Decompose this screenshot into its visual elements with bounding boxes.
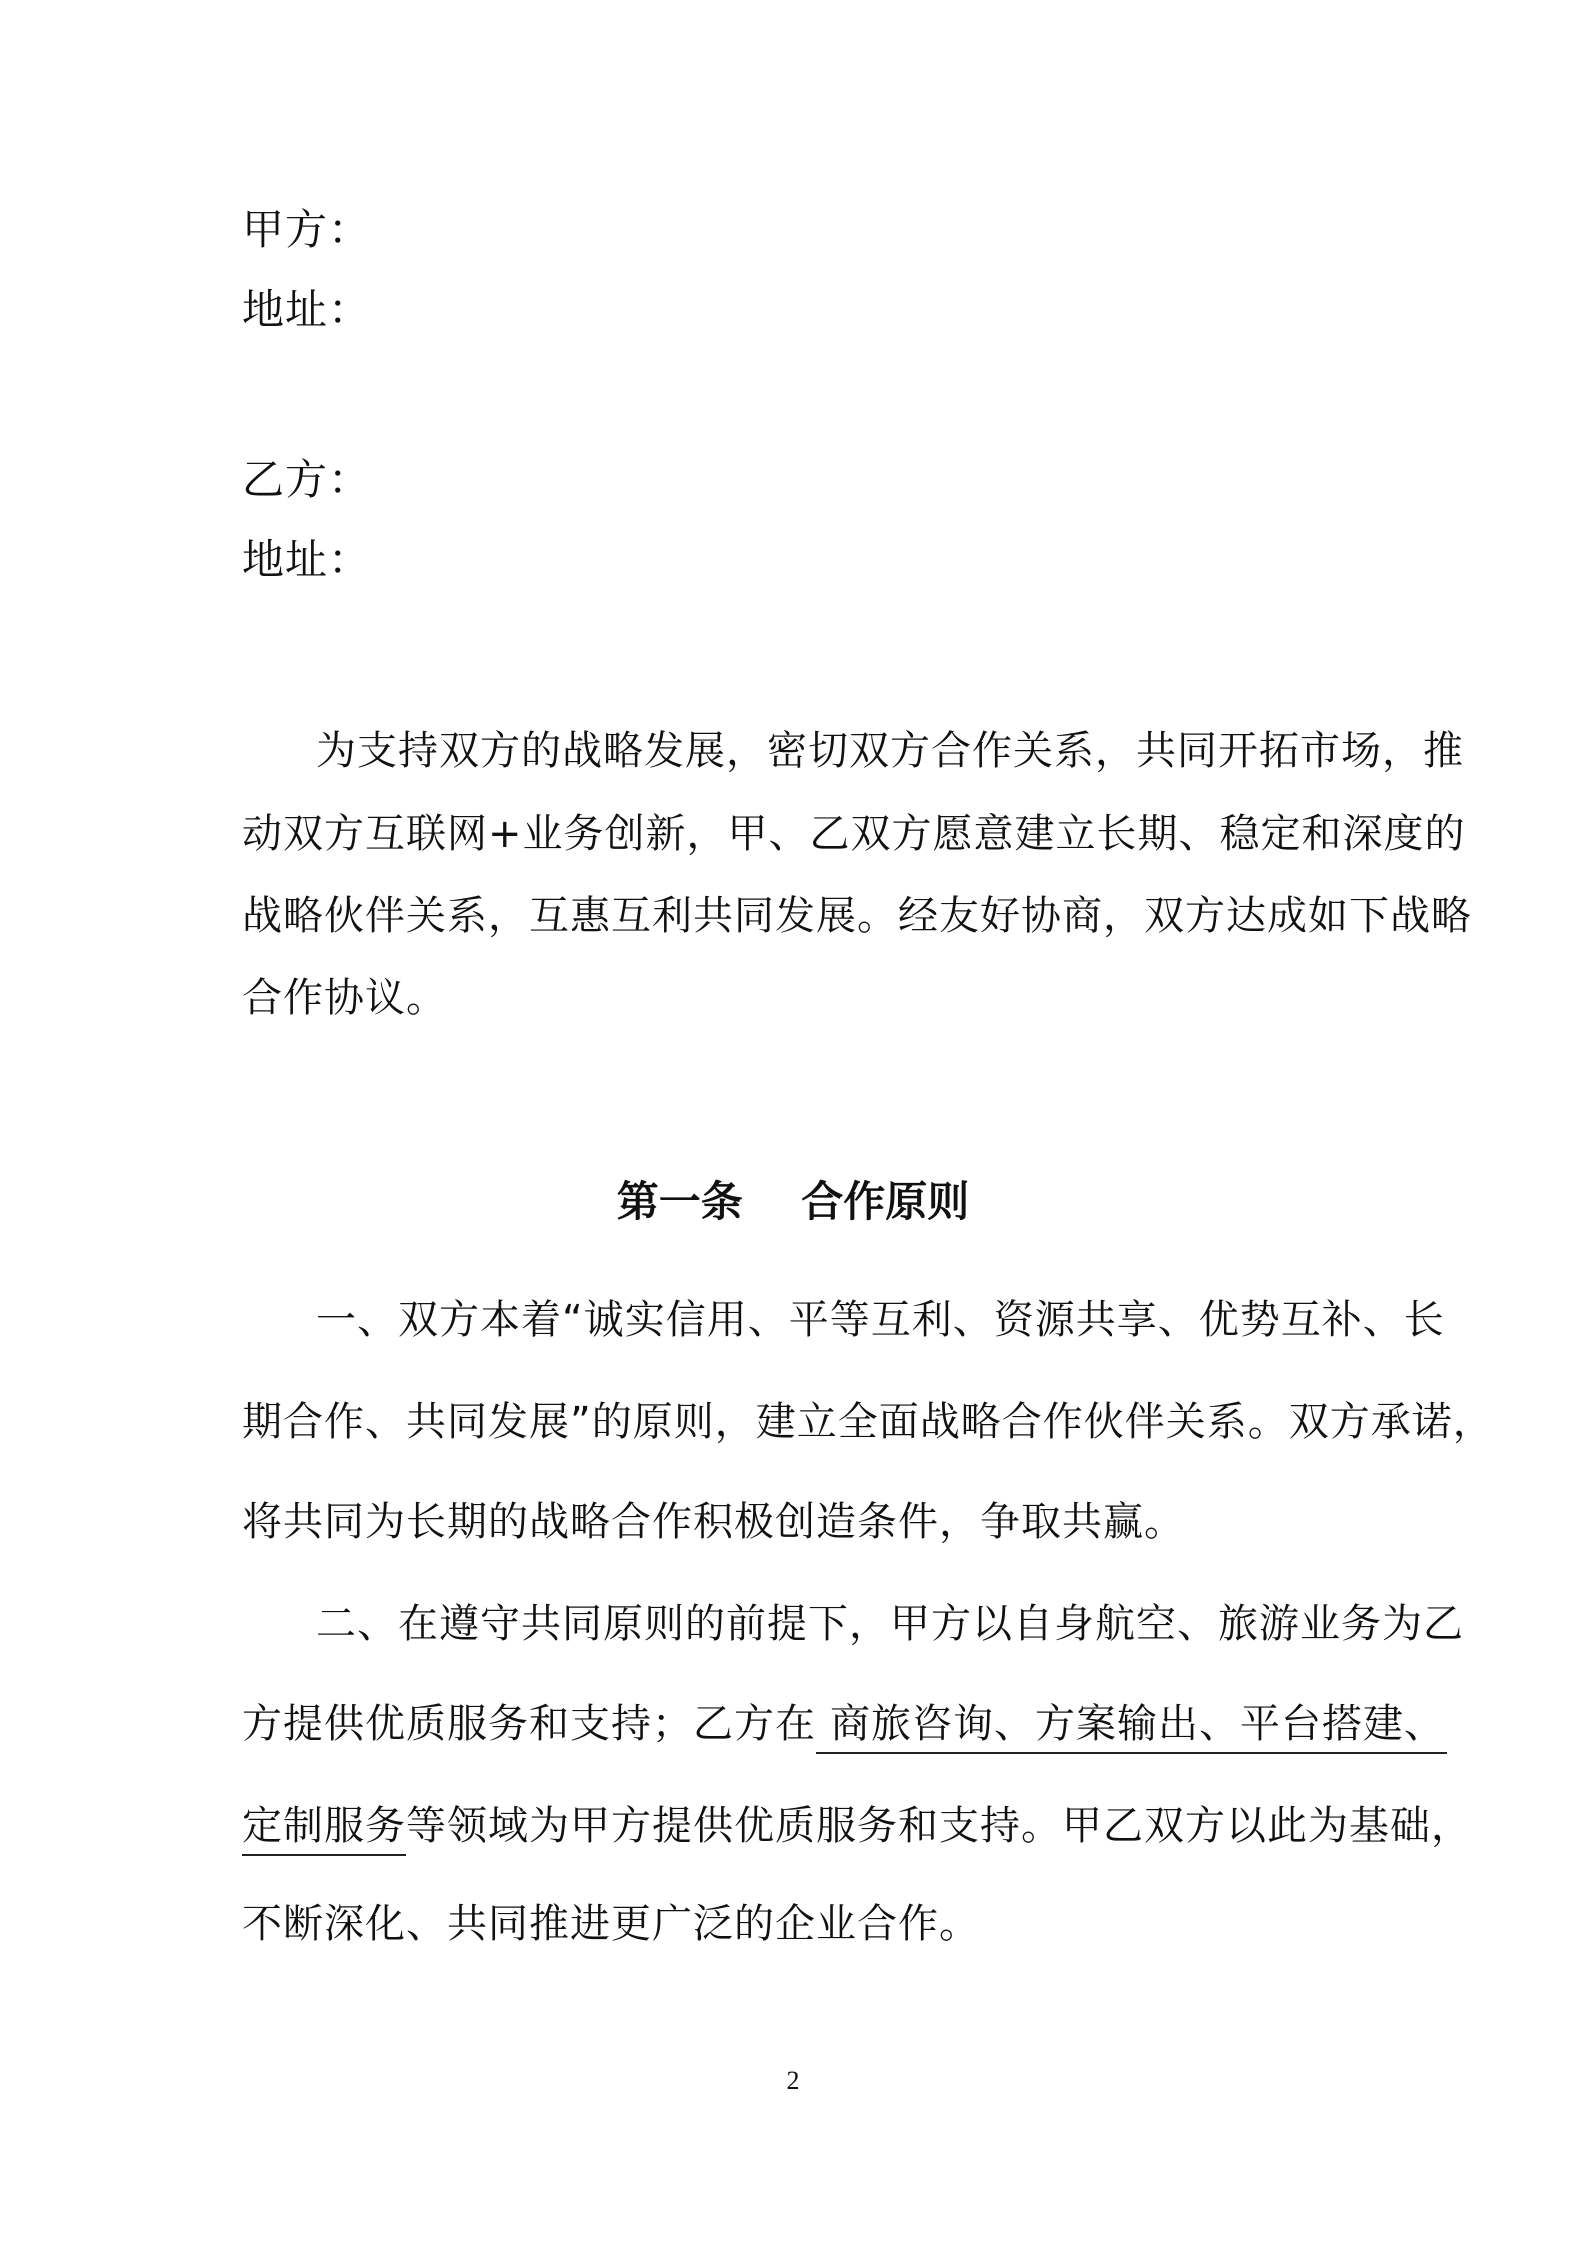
clause-text: 等领域为甲方提供优质服务和支持。甲乙双方以此为基础，	[406, 1803, 1472, 1849]
underlined-field: 商旅咨询、方案输出、平台搭建、	[816, 1698, 1447, 1754]
clause-text: 方提供优质服务和支持；乙方在	[242, 1701, 816, 1747]
clause-line: 不断深化、共同推进更广泛的企业合作。	[242, 1901, 980, 1947]
preamble-line: 战略伙伴关系，互惠互利共同发展。经友好协商，双方达成如下战略	[242, 893, 1472, 939]
party-b-address-label: 地址：	[242, 535, 372, 584]
clause-line: 一、双方本着“诚实信用、平等互利、资源共享、优势互补、长	[316, 1297, 1445, 1343]
clause-line: 期合作、共同发展”的原则，建立全面战略合作伙伴关系。双方承诺，	[242, 1399, 1494, 1445]
party-a-address-label: 地址：	[242, 285, 372, 334]
preamble-line: 为支持双方的战略发展，密切双方合作关系，共同开拓市场，推	[316, 728, 1464, 774]
party-a-label: 甲方：	[242, 205, 372, 254]
page-number: 2	[786, 2066, 800, 2095]
party-b-label: 乙方：	[242, 455, 372, 504]
clause-line	[242, 1698, 1447, 1754]
article-heading: 第一条 合作原则	[616, 1177, 970, 1226]
clause-line	[242, 1800, 1472, 1856]
preamble-line: 合作协议。	[242, 975, 447, 1021]
preamble-line: 动双方互联网+业务创新，甲、乙双方愿意建立长期、稳定和深度的	[242, 811, 1466, 857]
underlined-field: 定制服务	[242, 1800, 406, 1856]
clause-line: 二、在遵守共同原则的前提下，甲方以自身航空、旅游业务为乙	[316, 1601, 1464, 1647]
clause-line: 将共同为长期的战略合作积极创造条件，争取共赢。	[242, 1499, 1185, 1545]
